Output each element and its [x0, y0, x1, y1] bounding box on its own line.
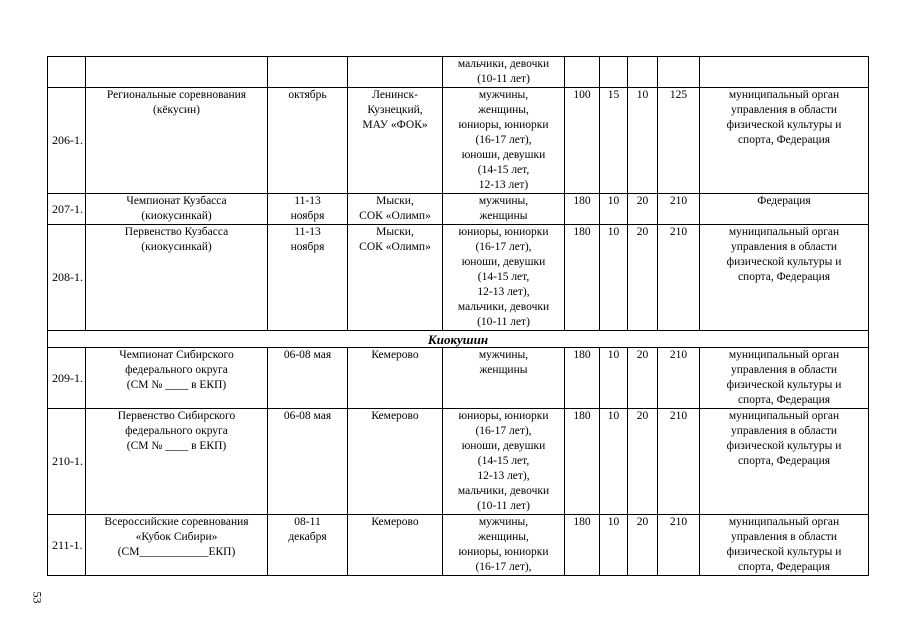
page-number: 53: [30, 591, 45, 604]
date-line: 11-13: [294, 195, 321, 207]
participants-line: (10-11 лет): [477, 500, 530, 512]
participants-line: мальчики, девочки: [457, 301, 550, 313]
name-line: (СМ № ____ в ЕКП): [126, 379, 227, 391]
cell-c1: 180: [565, 225, 600, 331]
place-line: СОК «Олимп»: [359, 210, 431, 222]
name-line: Первенство Сибирского: [117, 410, 236, 422]
cell-place: [348, 225, 443, 331]
table-row-continued: [48, 57, 869, 88]
cell-c1: 180: [565, 194, 600, 225]
org-line: спорта, Федерация: [737, 394, 831, 406]
cell-c1: [565, 57, 600, 88]
participants-line: юноши, девушки: [461, 440, 546, 452]
date-line: октябрь: [288, 89, 327, 101]
org-line: муниципальный орган: [728, 226, 840, 238]
org-line: спорта, Федерация: [737, 455, 831, 467]
org-line: муниципальный орган: [728, 410, 840, 422]
cell-c4: 210: [658, 194, 700, 225]
place-line: Кемерово: [371, 410, 419, 422]
date-line: 08-11: [294, 516, 321, 528]
participants-line: (16-17 лет),: [475, 561, 532, 573]
place-line: Ленинск-: [372, 89, 418, 101]
org-line: управления в области: [730, 364, 838, 376]
participants-line: мужчины,: [478, 516, 529, 528]
org-line: муниципальный орган: [728, 89, 840, 101]
name-line: федерального округа: [125, 364, 228, 376]
cell-num: 209-1.: [48, 348, 86, 409]
participants-line: (16-17 лет),: [475, 425, 532, 437]
table-body-top: [48, 57, 869, 88]
cell-c3: 20: [628, 348, 658, 409]
cell-c3: [628, 57, 658, 88]
cell-num: 210-1.: [48, 409, 86, 515]
org-line: Федерация: [757, 195, 811, 207]
name-line: (СМ____________ЕКП): [117, 546, 236, 558]
date-line: ноября: [290, 210, 325, 222]
participants-line: 12-13 лет),: [477, 470, 530, 482]
org-line: муниципальный орган: [728, 516, 840, 528]
table-row: [48, 515, 869, 576]
name-line: Первенство Кузбасса: [124, 226, 229, 238]
cell-participants: [443, 348, 565, 409]
cell-name: [86, 515, 268, 576]
cell-place: [348, 194, 443, 225]
cell-place: [348, 409, 443, 515]
name-line: Всероссийские соревнования: [104, 516, 249, 528]
table-row: [48, 409, 869, 515]
cell-date: [268, 409, 348, 515]
table-body-section: [48, 331, 869, 348]
cell-name: [86, 57, 268, 88]
date-line: 11-13: [294, 226, 321, 238]
org-line: управления в области: [730, 425, 838, 437]
org-line: управления в области: [730, 241, 838, 253]
cell-num: 211-1.: [48, 515, 86, 576]
cell-c4: 210: [658, 515, 700, 576]
cell-org: [700, 225, 869, 331]
cell-c2: [600, 57, 628, 88]
cell-date: [268, 88, 348, 194]
name-line: (СМ № ____ в ЕКП): [126, 440, 227, 452]
cell-c1: 180: [565, 348, 600, 409]
cell-name: [86, 409, 268, 515]
name-line: (киокусинкай): [141, 210, 212, 222]
participants-line: (14-15 лет,: [477, 271, 530, 283]
participants-line: женщины,: [478, 531, 529, 543]
table-body-before: [48, 88, 869, 331]
name-line: федерального округа: [125, 425, 228, 437]
cell-org: [700, 57, 869, 88]
cell-org: [700, 409, 869, 515]
cell-c4: 210: [658, 348, 700, 409]
name-line: Чемпионат Кузбасса: [126, 195, 227, 207]
cell-place: [348, 348, 443, 409]
org-line: физической культуры и: [726, 256, 842, 268]
cell-c2: 10: [600, 348, 628, 409]
cell-date: [268, 515, 348, 576]
name-line: Региональные соревнования: [106, 89, 247, 101]
participants-line: юниоры, юниорки: [458, 410, 549, 422]
cell-c2: 15: [600, 88, 628, 194]
cell-num: 207-1.: [48, 194, 86, 225]
name-line: (киокусинкай): [141, 241, 212, 253]
org-line: физической культуры и: [726, 546, 842, 558]
place-line: Кузнецкий,: [367, 104, 423, 116]
name-line: (кёкусин): [153, 104, 200, 116]
cell-num: 206-1.: [48, 88, 86, 194]
cell-c4: 210: [658, 409, 700, 515]
cell-org: [700, 194, 869, 225]
participants-line: мальчики, девочки: [457, 485, 550, 497]
org-line: физической культуры и: [726, 440, 842, 452]
schedule-table: [47, 56, 869, 576]
participants-line: женщины: [479, 364, 528, 376]
cell-org: [700, 348, 869, 409]
participants-line: мужчины,: [478, 349, 529, 361]
table-body-after: [48, 348, 869, 576]
cell-place: [348, 88, 443, 194]
participants-line: 12-13 лет),: [477, 286, 530, 298]
participants-line: юниоры, юниорки: [458, 226, 549, 238]
cell-c4: 210: [658, 225, 700, 331]
cell-c3: 20: [628, 194, 658, 225]
cell-participants: [443, 194, 565, 225]
org-line: управления в области: [730, 531, 838, 543]
cell-c1: 100: [565, 88, 600, 194]
participants-line: женщины,: [478, 104, 529, 116]
table-row: [48, 348, 869, 409]
place-line: Мыски,: [376, 195, 414, 207]
cell-c2: 10: [600, 515, 628, 576]
cell-date: [268, 348, 348, 409]
place-line: МАУ «ФОК»: [362, 119, 428, 131]
name-line: «Кубок Сибири»: [135, 531, 218, 543]
org-line: спорта, Федерация: [737, 134, 831, 146]
cell-c1: 180: [565, 409, 600, 515]
place-line: СОК «Олимп»: [359, 241, 431, 253]
org-line: физической культуры и: [726, 379, 842, 391]
participants-line: юноши, девушки: [461, 149, 546, 161]
cell-c3: 10: [628, 88, 658, 194]
participants-line: (10-11 лет): [477, 316, 530, 328]
participants-line: (10-11 лет): [477, 73, 530, 85]
date-line: 06-08 мая: [283, 410, 332, 422]
name-line: Чемпионат Сибирского: [119, 349, 234, 361]
cell-num: 208-1.: [48, 225, 86, 331]
place-line: Мыски,: [376, 226, 414, 238]
org-line: спорта, Федерация: [737, 561, 831, 573]
cell-org: [700, 515, 869, 576]
cell-c2: 10: [600, 194, 628, 225]
cell-date: [268, 194, 348, 225]
date-line: ноября: [290, 241, 325, 253]
cell-participants: [443, 57, 565, 88]
participants-line: женщины: [479, 210, 528, 222]
cell-name: [86, 194, 268, 225]
cell-participants: [443, 225, 565, 331]
org-line: управления в области: [730, 104, 838, 116]
participants-line: юниоры, юниорки: [458, 546, 549, 558]
cell-participants: [443, 515, 565, 576]
cell-c3: 20: [628, 409, 658, 515]
org-line: спорта, Федерация: [737, 271, 831, 283]
cell-c3: 20: [628, 225, 658, 331]
participants-line: мужчины,: [478, 89, 529, 101]
date-line: 06-08 мая: [283, 349, 332, 361]
cell-date: [268, 57, 348, 88]
org-line: муниципальный орган: [728, 349, 840, 361]
date-line: декабря: [288, 531, 327, 543]
cell-name: [86, 88, 268, 194]
cell-c3: 20: [628, 515, 658, 576]
table-row: [48, 88, 869, 194]
participants-line: (16-17 лет),: [475, 241, 532, 253]
participants-line: мужчины,: [478, 195, 529, 207]
cell-c4: [658, 57, 700, 88]
participants-line: юниоры, юниорки: [458, 119, 549, 131]
participants-line: мальчики, девочки: [457, 58, 550, 70]
cell-c2: 10: [600, 409, 628, 515]
table-row: [48, 225, 869, 331]
table-row: [48, 194, 869, 225]
cell-place: [348, 57, 443, 88]
participants-line: 12-13 лет): [478, 179, 529, 191]
cell-c1: 180: [565, 515, 600, 576]
participants-line: (16-17 лет),: [475, 134, 532, 146]
cell-name: [86, 225, 268, 331]
section-row: [48, 331, 869, 348]
cell-participants: [443, 409, 565, 515]
cell-org: [700, 88, 869, 194]
place-line: Кемерово: [371, 516, 419, 528]
participants-line: юноши, девушки: [461, 256, 546, 268]
cell-place: [348, 515, 443, 576]
cell-name: [86, 348, 268, 409]
cell-date: [268, 225, 348, 331]
section-title: Киокушин: [48, 331, 869, 348]
org-line: физической культуры и: [726, 119, 842, 131]
place-line: Кемерово: [371, 349, 419, 361]
cell-c2: 10: [600, 225, 628, 331]
cell-num: [48, 57, 86, 88]
cell-c4: 125: [658, 88, 700, 194]
participants-line: (14-15 лет,: [477, 455, 530, 467]
cell-participants: [443, 88, 565, 194]
participants-line: (14-15 лет,: [477, 164, 530, 176]
